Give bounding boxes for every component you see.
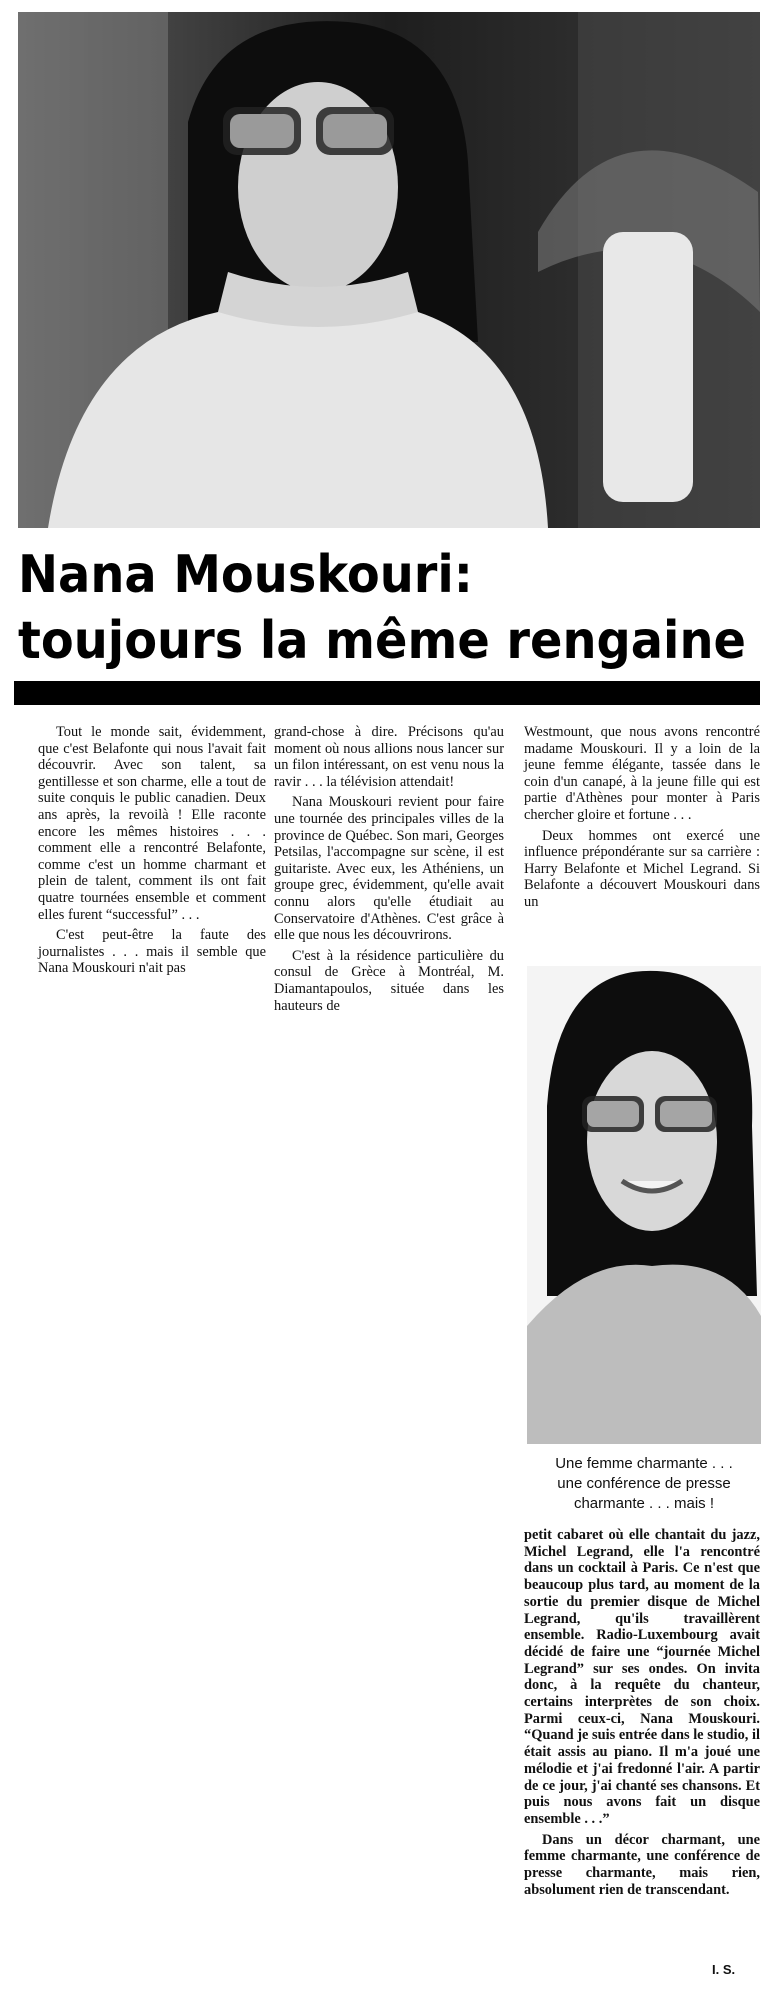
headline-line-2: toujours la même rengaine — [18, 611, 746, 671]
article-column-3-continued — [524, 1527, 760, 1902]
caption-line: charmante . . . mais ! — [573, 1495, 715, 1512]
article-column-3 — [524, 724, 760, 915]
article-headline — [18, 542, 746, 674]
caption-line: Une femme charmante . . . — [555, 1455, 733, 1472]
paragraph: Dans un décor charmant, une femme charmante, une conférence de presse charmante, mais rien, absolument rien de transcendant. — [524, 1831, 760, 1898]
side-portrait-photo — [527, 966, 761, 1444]
caption-line: une conférence de presse — [557, 1475, 731, 1492]
portrait-image — [527, 966, 761, 1444]
author-signature: I. S. — [712, 1962, 736, 1977]
photo-caption — [524, 1454, 764, 1514]
paragraph: Tout le monde sait, évidemment, que c'est Belafonte qui nous l'avait fait découvrir. Avec son talent, sa gentillesse et son charme, elle a tout de suite conquis le public canadien. Deux ans après, la revoilà ! Elle raconte encore les mêmes histoires . . . comment elle a rencontré Belafonte, comme c'est un homme charmant et plein de talent, comment ils ont fait quatre tournées ensemble et comment elles furent “successful” . . . — [38, 724, 266, 923]
article-column-1 — [38, 724, 266, 981]
paragraph: petit cabaret où elle chantait du jazz, Michel Legrand, elle l'a rencontré dans un cocktail à Paris. Ce n'est que beaucoup plus tard, au moment de la sortie du premier disque de Michel Legrand, qu'ils travaillèrent ensemble. Radio-Luxembourg avait décidé de faire une “journée Michel Legrand” sur ses ondes. On invita donc, à la requête du chanteur, certains interprètes de son choix. Parmi ceux-ci, Nana Mouskouri. “Quand je suis entrée dans le studio, il était assis au piano. Il m'a joué une mélodie et j'ai fredonné l'air. A partir de ce jour, j'ai chanté ses chansons. Et puis nous avons fait un disque ensemble . . .” — [524, 1527, 760, 1827]
headline-line-1: Nana Mouskouri: — [18, 545, 473, 605]
paragraph: C'est peut-être la faute des journalistes . . . mais il semble que Nana Mouskouri n'ait pas — [38, 927, 266, 977]
article-column-2 — [274, 724, 504, 1018]
portrait-image — [18, 12, 760, 528]
paragraph: Deux hommes ont exercé une influence prépondérante sur sa carrière : Harry Belafonte et Michel Legrand. Si Belafonte a découvert Mouskouri dans un — [524, 827, 760, 910]
paragraph: C'est à la résidence particulière du consul de Grèce à Montréal, M. Diamantapoulos, située dans les hauteurs de — [274, 947, 504, 1014]
paragraph: grand-chose à dire. Précisons qu'au moment où nous allions nous lancer sur un filon intéressant, on est venu nous la ravir . . . la télévision attendait! — [274, 724, 504, 790]
top-portrait-photo — [18, 12, 760, 528]
paragraph: Nana Mouskouri revient pour faire une tournée des principales villes de la province de Québec. Son mari, Georges Petsilas, l'accompagne sur scène, il est guitariste. Avec eux, les Athéniens, un groupe grec, évidemment, qu'elle avait connu alors qu'elle étudiait au Conservatoire d'Athènes. C'est grâce à elle que nous les découvrirons. — [274, 794, 504, 944]
paragraph: Westmount, que nous avons rencontré madame Mouskouri. Il y a loin de la jeune femme élégante, tassée dans le coin d'un canapé, à la jeune fille qui est partie d'Athènes pour monter à Paris chercher gloire et fortune . . . — [524, 724, 760, 823]
headline-rule — [14, 681, 760, 705]
